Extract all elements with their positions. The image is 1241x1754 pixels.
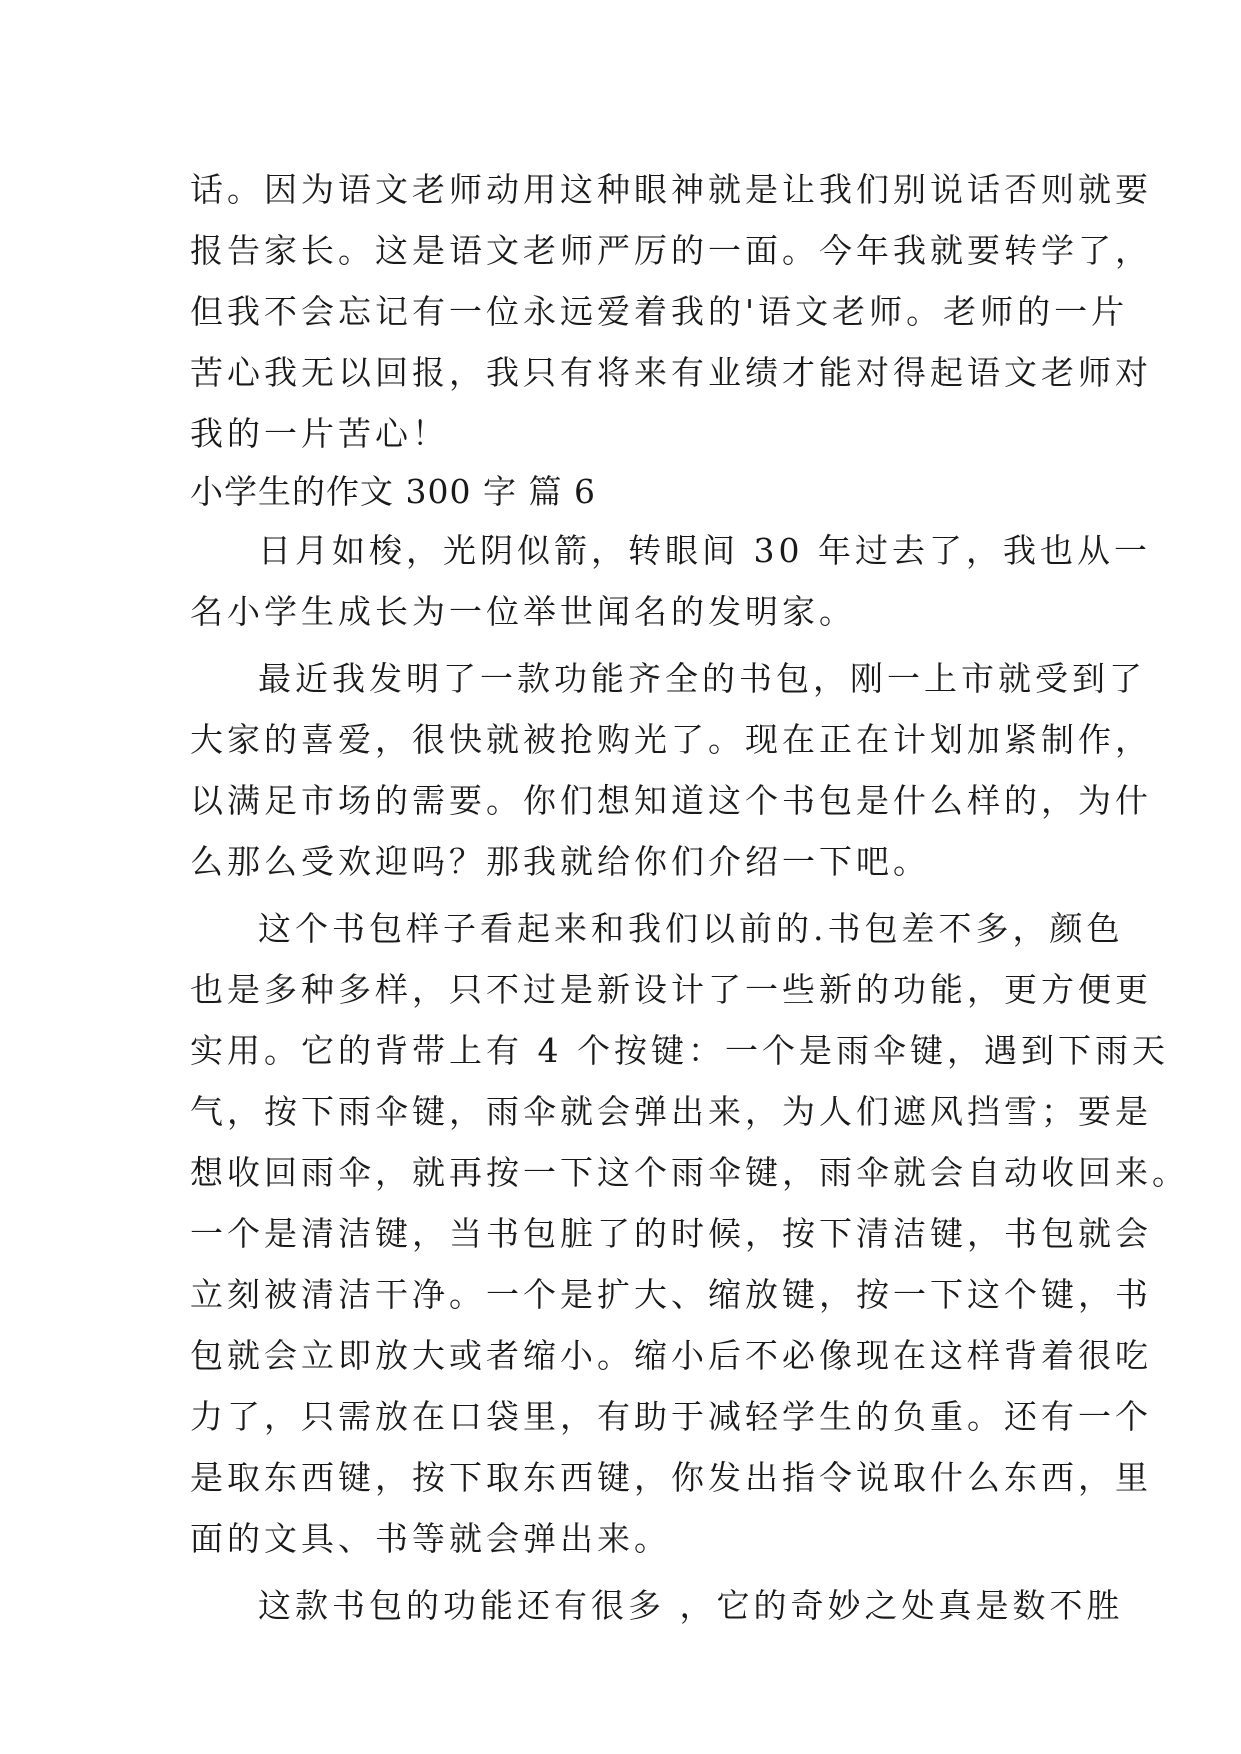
- text-line: 话。因为语文老师动用这种眼神就是让我们别说话否则就要: [190, 170, 1152, 209]
- text-line: 面的文具、书等就会弹出来。: [190, 1519, 671, 1558]
- text-line: 名小学生成长为一位举世闻名的发明家。: [190, 592, 856, 631]
- text-line: 力了，只需放在口袋里，有助于减轻学生的负重。还有一个: [190, 1397, 1152, 1436]
- text-line: 么那么受欢迎吗？那我就给你们介绍一下吧。: [190, 842, 930, 881]
- paragraph: [190, 1575, 1124, 1636]
- text-line: 以满足市场的需要。你们想知道这个书包是什么样的，为什: [190, 781, 1152, 820]
- text-line: 立刻被清洁干净。一个是扩大、缩放键，按一下这个键，书: [190, 1275, 1152, 1314]
- text-line: 大家的喜爱，很快就被抢购光了。现在正在计划加紧制作，: [190, 720, 1152, 759]
- text-line: 实用。它的背带上有 4 个按键：一个是雨伞键，遇到下雨天: [190, 1031, 1169, 1070]
- text-line: 最近我发明了一款功能齐全的书包，刚一上市就受到了: [258, 659, 1146, 698]
- text-line: 是取东西键，按下取东西键，你发出指令说取什么东西，里: [190, 1458, 1152, 1497]
- text-line: 一个是清洁键，当书包脏了的时候，按下清洁键，书包就会: [190, 1214, 1152, 1253]
- text-line: 但我不会忘记有一位永远爱着我的'语文老师。老师的一片: [190, 292, 1129, 331]
- paragraph: [190, 648, 1152, 892]
- text-line: 气，按下雨伞键，雨伞就会弹出来，为人们遮风挡雪；要是: [190, 1092, 1152, 1131]
- paragraph: [190, 520, 1151, 642]
- text-line: 包就会立即放大或者缩小。缩小后不必像现在这样背着很吃: [190, 1336, 1152, 1375]
- document-body: [190, 159, 1189, 1636]
- text-line: 想收回雨伞，就再按一下这个雨伞键，雨伞就会自动收回来。: [190, 1153, 1189, 1192]
- text-line: 苦心我无以回报，我只有将来有业绩才能对得起语文老师对: [190, 353, 1152, 392]
- section-title: 小学生的作文 300 字 篇 6: [190, 472, 596, 511]
- paragraph: [190, 898, 1189, 1569]
- previous-section-tail: [190, 159, 1152, 464]
- text-line: 我的一片苦心！: [190, 414, 449, 453]
- text-line: 报告家长。这是语文老师严厉的一面。今年我就要转学了，: [190, 231, 1152, 270]
- text-line: 日月如梭，光阴似箭，转眼间 30 年过去了，我也从一: [258, 531, 1151, 570]
- text-line: 这款书包的功能还有很多 ，它的奇妙之处真是数不胜: [258, 1586, 1124, 1625]
- text-line: 也是多种多样，只不过是新设计了一些新的功能，更方便更: [190, 970, 1152, 1009]
- text-line: 这个书包样子看起来和我们以前的.书包差不多，颜色: [258, 909, 1124, 948]
